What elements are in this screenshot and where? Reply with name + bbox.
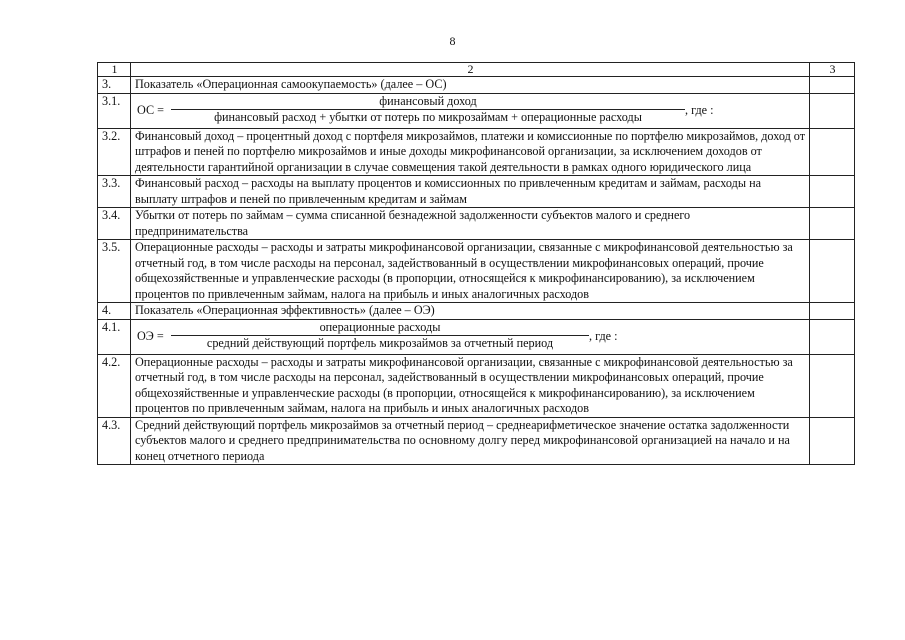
row-number: 3.2.: [98, 128, 131, 176]
header-col-2: 2: [131, 63, 810, 77]
header-col-3: 3: [810, 63, 855, 77]
table-row: [98, 319, 855, 354]
table-row: [98, 208, 855, 240]
row-number: 3.3.: [98, 176, 131, 208]
row-empty-cell: [810, 93, 855, 128]
fraction: [171, 94, 685, 125]
table-row: [98, 128, 855, 176]
table-row: [98, 77, 855, 94]
row-number: 3.4.: [98, 208, 131, 240]
row-text: Финансовый доход – процентный доход с портфеля микрозаймов, платежи и комиссионные по портфелю микрозаймов, доход от штрафов и пеней по портфелю микрозаймов и иные доходы микрофинансовой организации, за исключением доходов от деятельности гарантийной организации в случае совмещения такой деятельности в рамках одного юридического лица: [131, 128, 810, 176]
row-empty-cell: [810, 354, 855, 417]
row-number: 3.: [98, 77, 131, 94]
row-text: Финансовый расход – расходы на выплату процентов и комиссионных по привлеченным кредитам и займам, расходы на выплату штрафов и пеней по привлеченным кредитам и займам: [131, 176, 810, 208]
row-text: Средний действующий портфель микрозаймов за отчетный период – среднеарифметическое значение остатка задолженности субъектов малого и среднего предпринимательства по основному долгу перед микрофинансовой организацией на начало и на конец отчетного периода: [131, 417, 810, 465]
fraction-denominator: средний действующий портфель микрозаймов за отчетный период: [171, 335, 589, 351]
fraction: [171, 320, 589, 351]
formula-lhs: ОС =: [137, 102, 164, 117]
row-number: 4.1.: [98, 319, 131, 354]
formula-cell: [131, 319, 810, 354]
row-text: Показатель «Операционная эффективность» (далее – ОЭ): [131, 303, 810, 320]
fraction-numerator: финансовый доход: [379, 93, 477, 108]
row-text: Показатель «Операционная самоокупаемость» (далее – ОС): [131, 77, 810, 94]
table-row: [98, 93, 855, 128]
row-text: Операционные расходы – расходы и затраты микрофинансовой организации, связанные с микрофинансовой деятельностью за отчетный год, в том числе расходы на персонал, задействованный в осуществлении микрофинансовых операций, прочие общехозяйственные и управленческие расходы (в пропорции, относящейся к микрофинансированию), за исключением процентов по привлеченным займам, налога на прибыль и иных аналогичных расходов: [131, 240, 810, 303]
formula-oe: [135, 320, 806, 354]
row-number: 4.: [98, 303, 131, 320]
page-number: 8: [449, 34, 456, 48]
row-number: 3.5.: [98, 240, 131, 303]
row-empty-cell: [810, 77, 855, 94]
table-row: [98, 176, 855, 208]
row-empty-cell: [810, 240, 855, 303]
row-text: Убытки от потерь по займам – сумма списанной безнадежной задолженности субъектов малого и среднего предпринимательства: [131, 208, 810, 240]
row-empty-cell: [810, 176, 855, 208]
row-number: 4.3.: [98, 417, 131, 465]
row-number: 4.2.: [98, 354, 131, 417]
row-text: Операционные расходы – расходы и затраты микрофинансовой организации, связанные с микрофинансовой деятельностью за отчетный год, в том числе расходы на персонал, задействованный в осуществлении микрофинансовых операций, прочие общехозяйственные и управленческие расходы (в пропорции, относящейся к микрофинансированию), за исключением процентов по привлеченным займам, налога на прибыль и иных аналогичных расходов: [131, 354, 810, 417]
formula-lhs: ОЭ =: [137, 328, 164, 343]
table-row: [98, 354, 855, 417]
row-empty-cell: [810, 128, 855, 176]
formula-suffix: , где :: [685, 102, 714, 117]
row-empty-cell: [810, 417, 855, 465]
indicators-table: [97, 62, 855, 465]
fraction-numerator: операционные расходы: [319, 319, 441, 334]
fraction-denominator: финансовый расход + убытки от потерь по микрозаймам + операционные расходы: [171, 109, 685, 125]
row-empty-cell: [810, 208, 855, 240]
table-row: [98, 240, 855, 303]
row-empty-cell: [810, 319, 855, 354]
row-empty-cell: [810, 303, 855, 320]
row-number: 3.1.: [98, 93, 131, 128]
formula-suffix: , где :: [589, 328, 618, 343]
formula-os: [135, 94, 806, 128]
table-row: [98, 417, 855, 465]
table-row: [98, 303, 855, 320]
table-header-row: [98, 63, 855, 77]
formula-cell: [131, 93, 810, 128]
header-col-1: 1: [98, 63, 131, 77]
